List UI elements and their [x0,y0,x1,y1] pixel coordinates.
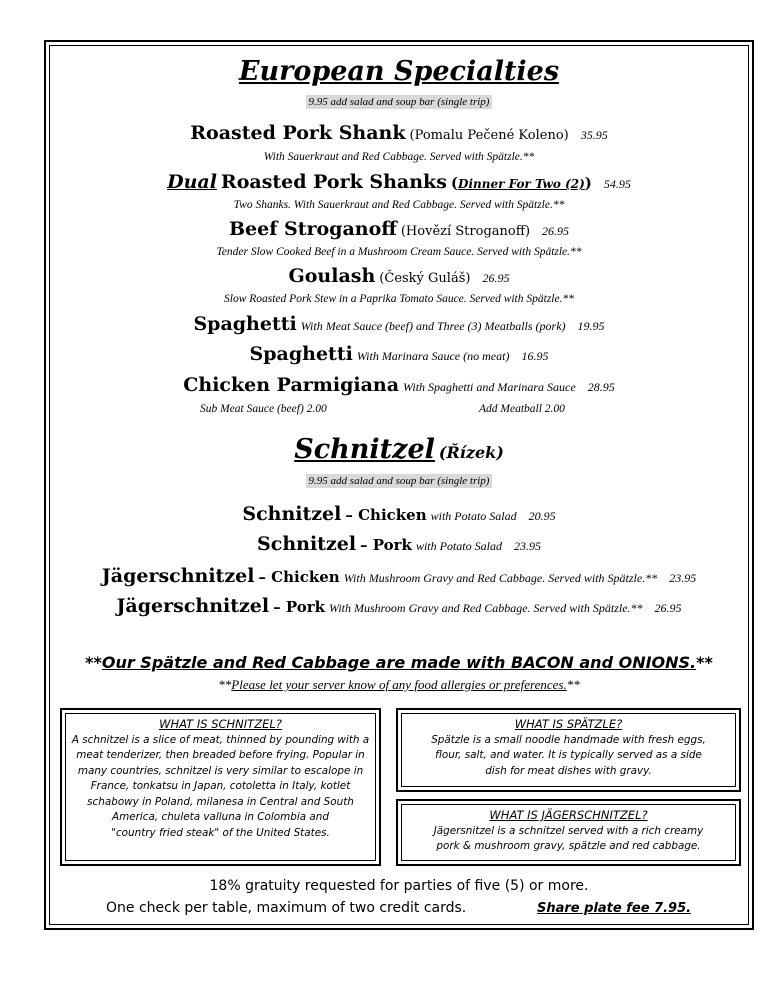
schnitzel-subtitle: 9.95 add salad and soup bar (single trip) [306,474,493,488]
gratuity-notice: 18% gratuity requested for parties of five (5) or more. [209,878,589,894]
info-title: WHAT IS JÄGERSCHNITZEL? [489,808,648,822]
menu-item-chicken-parmigiana: Chicken Parmigiana With Spaghetti and Marinara Sauce 28.95 [183,374,615,396]
menu-item-roasted-pork-shank: Roasted Pork Shank (Pomalu Pečené Koleno) 35.95 [190,122,608,144]
price: 26.95 [542,224,570,238]
addon-meatball: Add Meatball 2.00 [479,403,565,415]
price: 23.95 [669,571,697,585]
info-title: WHAT IS SCHNITZEL? [159,717,282,731]
price: 35.95 [580,128,608,142]
price: 26.95 [654,601,682,615]
info-title: WHAT IS SPÄTZLE? [514,717,623,731]
info-box-spatzle: WHAT IS SPÄTZLE? Spätzle is a small noodle handmade with fresh eggs, flour, salt, and water. It is typically served as a side dish for meat dishes with gravy. [396,708,741,792]
price: 20.95 [528,509,556,523]
menu-item-dual-pork-shanks: Dual Roasted Pork Shanks (Dinner For Two (2)) 54.95 [167,171,631,193]
price: 16.95 [521,349,549,363]
price: 28.95 [587,380,615,394]
menu-item-spaghetti-meat: Spaghetti With Meat Sauce (beef) and Three (3) Meatballs (pork) 19.95 [193,313,605,335]
menu-item-jagerschnitzel-pork: Jägerschnitzel – Pork With Mushroom Gravy and Red Cabbage. Served with Spätzle.** 26.95 [116,595,682,617]
info-box-schnitzel: WHAT IS SCHNITZEL? A schnitzel is a slice of meat, thinned by pounding with a meat tenderizer, then breaded before frying. Popular in many countries, schnitzel is very similar to escalope in France, tonkatsu in Japan, cotoletta in Italy, kotlet schabowy in Poland, milanesa in Central and South America, chuleta valluna in Colombia and "country fried steak" of the United States. [60,708,381,866]
item-description: With Sauerkraut and Red Cabbage. Served with Spätzle.** [263,151,535,163]
price: 23.95 [513,539,541,553]
european-subtitle: 9.95 add salad and soup bar (single trip) [306,95,493,109]
menu-item-jagerschnitzel-chicken: Jägerschnitzel – Chicken With Mushroom Gravy and Red Cabbage. Served with Spätzle.** 23.95 [101,565,697,587]
share-plate-fee: Share plate fee 7.95. [537,901,692,916]
price: 54.95 [603,177,631,191]
european-title: European Specialties [238,56,560,87]
bacon-onion-notice: **Our Spätzle and Red Cabbage are made with BACON and ONIONS.** [85,653,713,672]
european-subtitle-row [49,92,749,110]
price: 19.95 [577,319,605,333]
info-box-jagerschnitzel: WHAT IS JÄGERSCHNITZEL? Jägersnitzel is a schnitzel served with a rich creamy pork & mushroom gravy, spätzle and red cabbage. [396,799,741,866]
schnitzel-title: Schnitzel [294,434,435,465]
item-description: Slow Roasted Pork Stew in a Paprika Tomato Sauce. Served with Spätzle.** [224,293,574,305]
menu-item-schnitzel-chicken: Schnitzel – Chicken with Potato Salad 20.95 [242,503,556,525]
price: 26.95 [482,271,510,285]
check-policy: One check per table, maximum of two credit cards. [106,900,467,916]
menu-item-beef-stroganoff: Beef Stroganoff (Hovězí Stroganoff) 26.95 [228,218,570,240]
item-description: Two Shanks. With Sauerkraut and Red Cabbage. Served with Spätzle.** [233,199,565,211]
addon-meat-sauce: Sub Meat Sauce (beef) 2.00 [200,403,327,415]
schnitzel-alt: (Řízek) [438,443,504,462]
schnitzel-heading [49,434,749,465]
menu-item-goulash: Goulash (Český Guláš) 26.95 [288,265,510,287]
allergy-notice: **Please let your server know of any food allergies or preferences.** [218,677,580,692]
menu-item-schnitzel-pork: Schnitzel – Pork with Potato Salad 23.95 [257,533,541,555]
schnitzel-subtitle-row [49,471,749,489]
menu-item-spaghetti-marinara: Spaghetti With Marinara Sauce (no meat) 16.95 [249,343,549,365]
item-description: Tender Slow Cooked Beef in a Mushroom Cream Sauce. Served with Spätzle.** [216,246,582,258]
